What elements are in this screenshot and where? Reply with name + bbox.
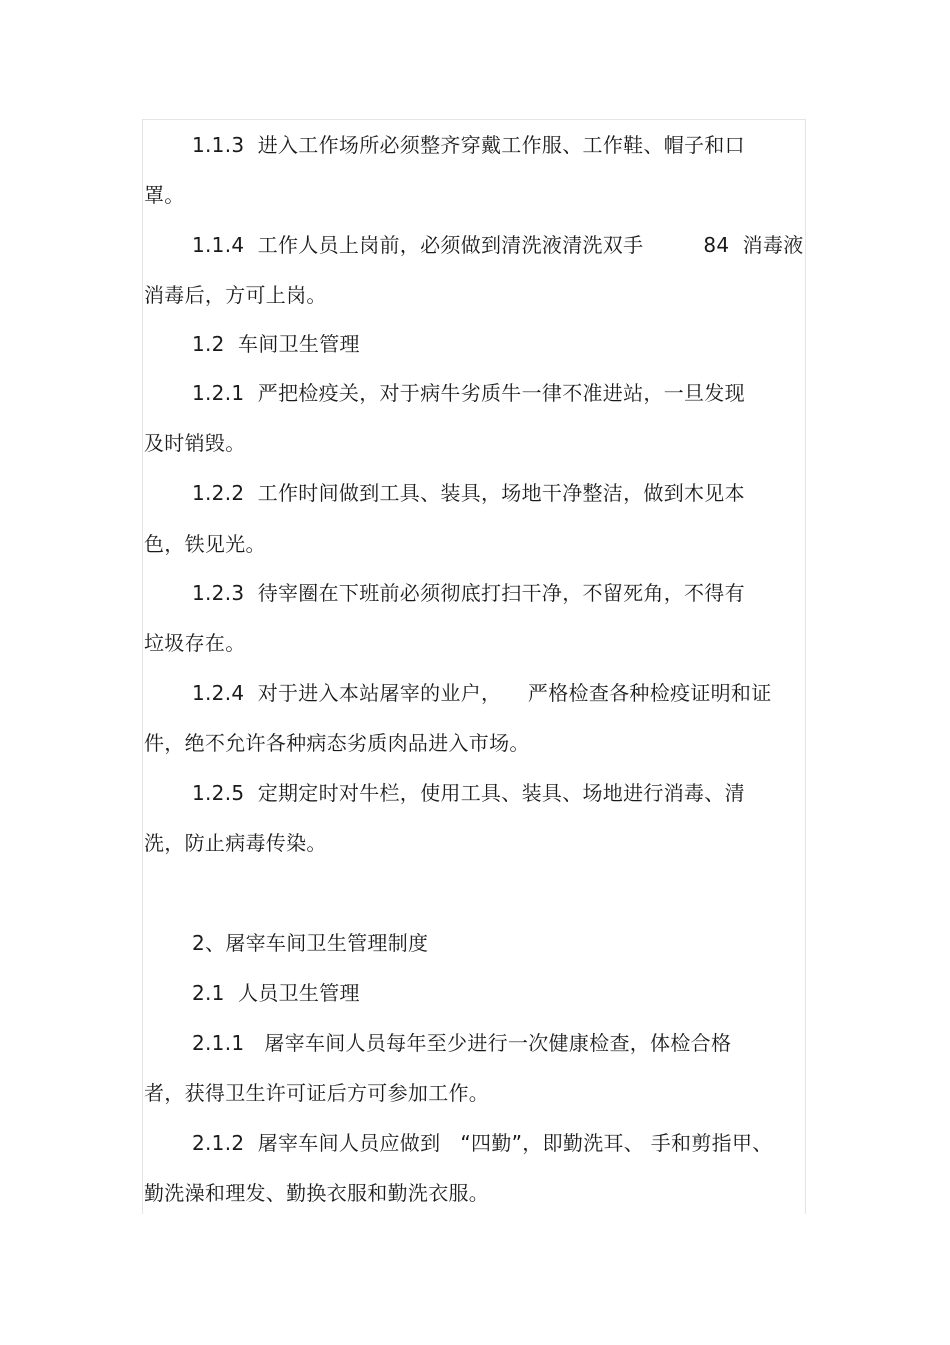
paragraph-2-1-1: 2.1.1 屠宰车间人员每年至少进行一次健康检查，体检合格 [192,1031,732,1055]
paragraph-1-1-4: 1.1.4 工作人员上岗前，必须做到清洗液清洗双手 84 消毒液 [192,233,804,257]
paragraph-2-1-1-cont: 者，获得卫生许可证后方可参加工作。 [144,1081,490,1105]
paragraph-1-1-3-cont: 罩。 [144,183,185,207]
paragraph-1-2-4-cont: 件，绝不允许各种病态劣质肉品进入市场。 [144,731,530,755]
paragraph-1-2-1-cont: 及时销毁。 [144,431,246,455]
paragraph-1-2-1: 1.2.1 严把检疫关，对于病牛劣质牛一律不准进站，一旦发现 [192,381,745,405]
paragraph-1-2-5-cont: 洗，防止病毒传染。 [144,831,327,855]
paragraph-2-1-2-cont: 勤洗澡和理发、勤换衣服和勤洗衣服。 [144,1181,490,1205]
paragraph-1-2-3: 1.2.3 待宰圈在下班前必须彻底打扫干净，不留死角，不得有 [192,581,745,605]
paragraph-1-2-3-cont: 垃圾存在。 [144,631,246,655]
chapter-heading-2: 2、屠宰车间卫生管理制度 [192,931,429,955]
paragraph-1-2-2: 1.2.2 工作时间做到工具、装具，场地干净整洁，做到木见本 [192,481,745,505]
paragraph-1-2-4: 1.2.4 对于进入本站屠宰的业户， 严格检查各种检疫证明和证 [192,681,772,705]
paragraph-1-2-2-cont: 色，铁见光。 [144,532,266,556]
section-heading-2-1: 2.1 人员卫生管理 [192,981,360,1005]
paragraph-1-1-4-cont: 消毒后，方可上岗。 [144,283,327,307]
section-heading-1-2: 1.2 车间卫生管理 [192,332,360,356]
paragraph-2-1-2: 2.1.2 屠宰车间人员应做到 “四勤”，即勤洗耳、 手和剪指甲、 [192,1131,773,1155]
paragraph-1-1-3: 1.1.3 进入工作场所必须整齐穿戴工作服、工作鞋、帽子和口 [192,133,745,157]
paragraph-1-2-5: 1.2.5 定期定时对牛栏，使用工具、装具、场地进行消毒、清 [192,781,745,805]
